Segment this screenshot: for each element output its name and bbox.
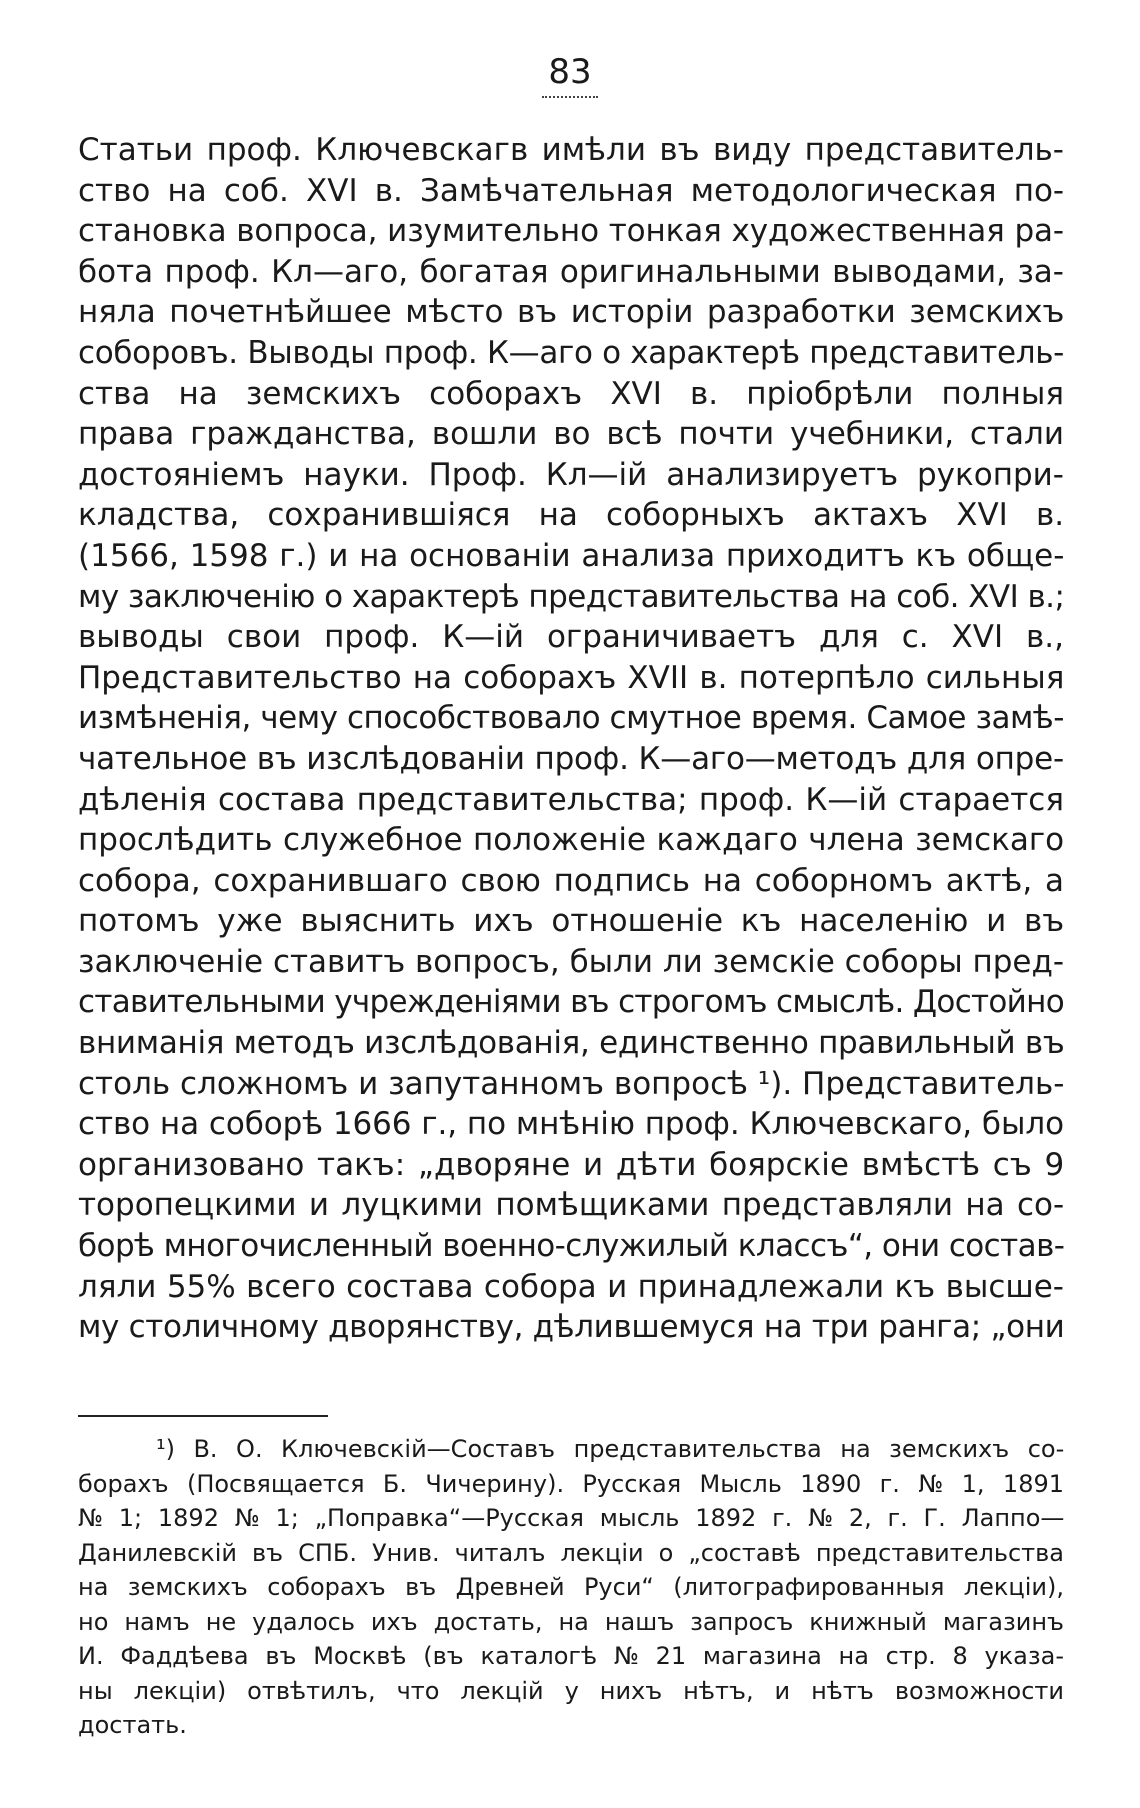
body-line: Статьи проф. Ключевскагв имѣли въ виду представитель- xyxy=(78,132,1064,168)
body-line: прослѣдить служебное положеніе каждаго члена земскаго xyxy=(78,822,1065,859)
footnote xyxy=(78,1432,1064,1743)
body-line: ство на соб. XVI в. Замѣчательная методологическая по- xyxy=(78,172,1065,209)
footnote-line: Данилевскій въ СПБ. Унив. читалъ лекціи о „составѣ представительства xyxy=(78,1538,1064,1567)
footnote-line: на земскихъ соборахъ въ Древней Руси“ (литографированныя лекціи), xyxy=(78,1573,1064,1601)
body-line: му столичному дворянству, дѣлившемуся на три ранга; „они xyxy=(78,1309,1065,1346)
body-line: заключеніе ставитъ вопросъ, были ли земскіе соборы пред- xyxy=(78,943,1064,980)
body-line: права гражданства, вошли во всѣ почти учебники, стали xyxy=(78,416,1064,453)
body-line: выводы свои проф. К—ій ограничиваетъ для с. XVI в., xyxy=(78,619,1064,656)
page-number-text: 83 xyxy=(542,52,597,98)
footnote-line: ны лекціи) отвѣтилъ, что лекцій у нихъ нѣтъ, и нѣтъ возможности xyxy=(78,1676,1064,1705)
footnote-line: № 1; 1892 № 1; „Поправка“—Русская мысль 1892 г. № 2, г. Г. Лаппо— xyxy=(78,1504,1065,1532)
body-line: дѣленія состава представительства; проф. К—ій старается xyxy=(78,781,1064,818)
body-line: достояніемъ науки. Проф. Кл—ій анализируетъ рукопри- xyxy=(78,456,1064,493)
body-line: чательное въ изслѣдованіи проф. К—аго—методъ для опре- xyxy=(78,740,1064,777)
body-line: му заключенію о характерѣ представительства на соб. XVI в.; xyxy=(78,578,1065,615)
body-line: становка вопроса, изумительно тонкая художественная ра- xyxy=(78,213,1064,250)
body-line: (1566, 1598 г.) и на основаніи анализа приходитъ къ обще- xyxy=(78,537,1065,574)
body-line: бота проф. Кл—аго, богатая оригинальными выводами, за- xyxy=(78,253,1064,290)
footnote-line: достать. xyxy=(78,1711,187,1739)
body-line: собора, сохранившаго свою подпись на соборномъ актѣ, а xyxy=(78,862,1064,899)
body-line: борѣ многочисленный военно-служилый классъ“, они состав- xyxy=(78,1228,1065,1265)
footnote-line: И. Фаддѣева въ Москвѣ (въ каталогѣ № 21 магазина на стр. 8 указа- xyxy=(78,1642,1064,1670)
body-line: ство на соборѣ 1666 г., по мнѣнію проф. Ключевскаго, было xyxy=(78,1106,1064,1143)
body-line: торопецкими и луцкими помѣщиками представляли на со- xyxy=(78,1187,1065,1224)
body-line: столь сложномъ и запутанномъ вопросѣ ¹). Представитель- xyxy=(78,1065,1065,1102)
footnote-line: но намъ не удалось ихъ достать, на нашъ запросъ книжный магазинъ xyxy=(78,1607,1064,1636)
body-line: Представительство на соборахъ XVII в. потерпѣло сильныя xyxy=(78,659,1065,696)
body-line: измѣненія, чему способствовало смутное время. Самое замѣ- xyxy=(78,700,1064,737)
page-number xyxy=(0,52,1140,98)
footnote-line: борахъ (Посвящается Б. Чичерину). Русская Мысль 1890 г. № 1, 1891 xyxy=(78,1469,1064,1498)
footnote-separator xyxy=(78,1415,328,1417)
body-line: ляли 55% всего состава собора и принадлежали къ высше- xyxy=(78,1268,1064,1305)
body-line: потомъ уже выяснить ихъ отношеніе къ населенію и въ xyxy=(78,903,1065,940)
body-line: соборовъ. Выводы проф. К—аго о характерѣ представитель- xyxy=(78,334,1065,371)
body-line: вниманія методъ изслѣдованія, единственно правильный въ xyxy=(78,1025,1065,1062)
body-line: ства на земскихъ соборахъ XVI в. пріобрѣли полныя xyxy=(78,375,1064,412)
body-line: организовано такъ: „дворяне и дѣти боярскіе вмѣстѣ съ 9 xyxy=(78,1146,1065,1183)
body-line: кладства, сохранившіяся на соборныхъ актахъ XVI в. xyxy=(78,497,1065,534)
body-text xyxy=(78,130,1064,1348)
footnote-line: ¹) В. О. Ключевскій—Составъ представительства на земскихъ со- xyxy=(156,1435,1065,1463)
body-line: ставительными учрежденіями въ строгомъ смыслѣ. Достойно xyxy=(78,984,1064,1021)
body-line: няла почетнѣйшее мѣсто въ исторіи разработки земскихъ xyxy=(78,294,1065,331)
